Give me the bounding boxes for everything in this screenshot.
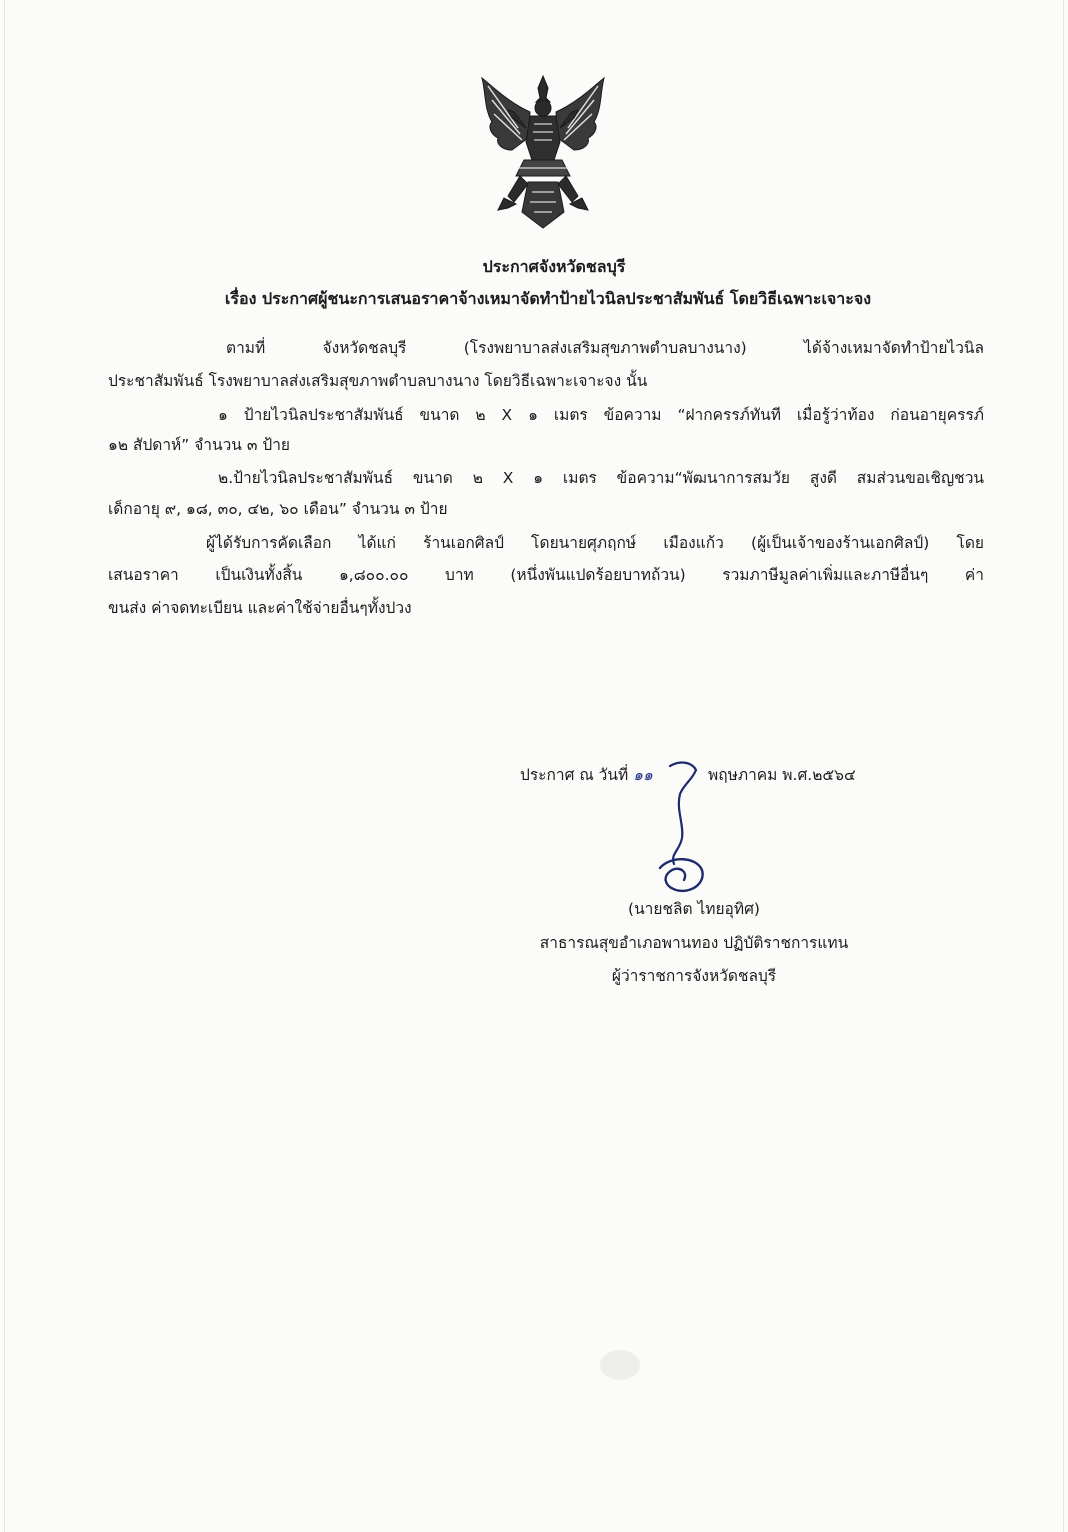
signer-title: ผู้ว่าราชการจังหวัดชลบุรี — [611, 967, 777, 985]
body-line-2: ประชาสัมพันธ์ โรงพยาบาลส่งเสริมสุขภาพตำบลบางนาง โดยวิธีเฉพาะเจาะจง นั้น — [108, 372, 648, 390]
body-line-6: เด็กอายุ ๙, ๑๘, ๓๐, ๔๒, ๖๐ เดือน” จำนวน ๓ ป้าย — [108, 500, 448, 518]
document-subject: เรื่อง ประกาศผู้ชนะการเสนอราคาจ้างเหมาจัดทำป้ายไวนิลประชาสัมพันธ์ โดยวิธีเฉพาะเจาะจง — [224, 289, 872, 308]
date-day: ๑๑ — [633, 766, 653, 784]
body-line-1: ตามที่ จังหวัดชลบุรี (โรงพยาบาลส่งเสริมสุขภาพตำบลบางนาง) ได้จ้างเหมาจัดทำป้ายไวนิล — [226, 339, 984, 357]
signer-position: สาธารณสุขอำเภอพานทอง ปฏิบัติราชการแทน — [539, 934, 849, 952]
body-line-9: ขนส่ง ค่าจดทะเบียน และค่าใช้จ่ายอื่นๆทั้งปวง — [108, 599, 412, 617]
body-line-8: เสนอราคา เป็นเงินทั้งสิ้น ๑,๘๐๐.๐๐ บาท (หนึ่งพันแปดร้อยบาทถ้วน) รวมภาษีมูลค่าเพิ่มและภาษีอื่นๆ ค่า — [108, 566, 984, 584]
garuda-emblem-icon — [478, 72, 608, 230]
date-month-year: พฤษภาคม พ.ศ.๒๕๖๔ — [708, 766, 856, 784]
handwritten-signature-icon — [640, 758, 730, 898]
body-line-5: ๒.ป้ายไวนิลประชาสัมพันธ์ ขนาด ๒ X ๑ เมตร ข้อความ“พัฒนาการสมวัย สูงดี สมส่วนขอเชิญชวน — [218, 469, 984, 487]
body-line-7: ผู้ได้รับการคัดเลือก ได้แก่ ร้านเอกศิลป์ โดยนายศุภฤกษ์ เมืองแก้ว (ผู้เป็นเจ้าของร้านเอกศิลป์) โดย — [206, 534, 984, 552]
body-line-3: ๑ ป้ายไวนิลประชาสัมพันธ์ ขนาด ๒ X ๑ เมตร ข้อความ “ฝากครรภ์ทันที เมื่อรู้ว่าท้อง ก่อนอายุครรภ์ — [218, 406, 984, 424]
signer-name: (นายชลิต ไทยอุทิศ) — [628, 900, 760, 918]
document-title: ประกาศจังหวัดชลบุรี — [482, 257, 626, 276]
date-prefix: ประกาศ ณ วันที่ — [520, 766, 629, 784]
body-line-4: ๑๒ สัปดาห์” จำนวน ๓ ป้าย — [108, 436, 290, 454]
paper-smudge — [600, 1350, 640, 1380]
